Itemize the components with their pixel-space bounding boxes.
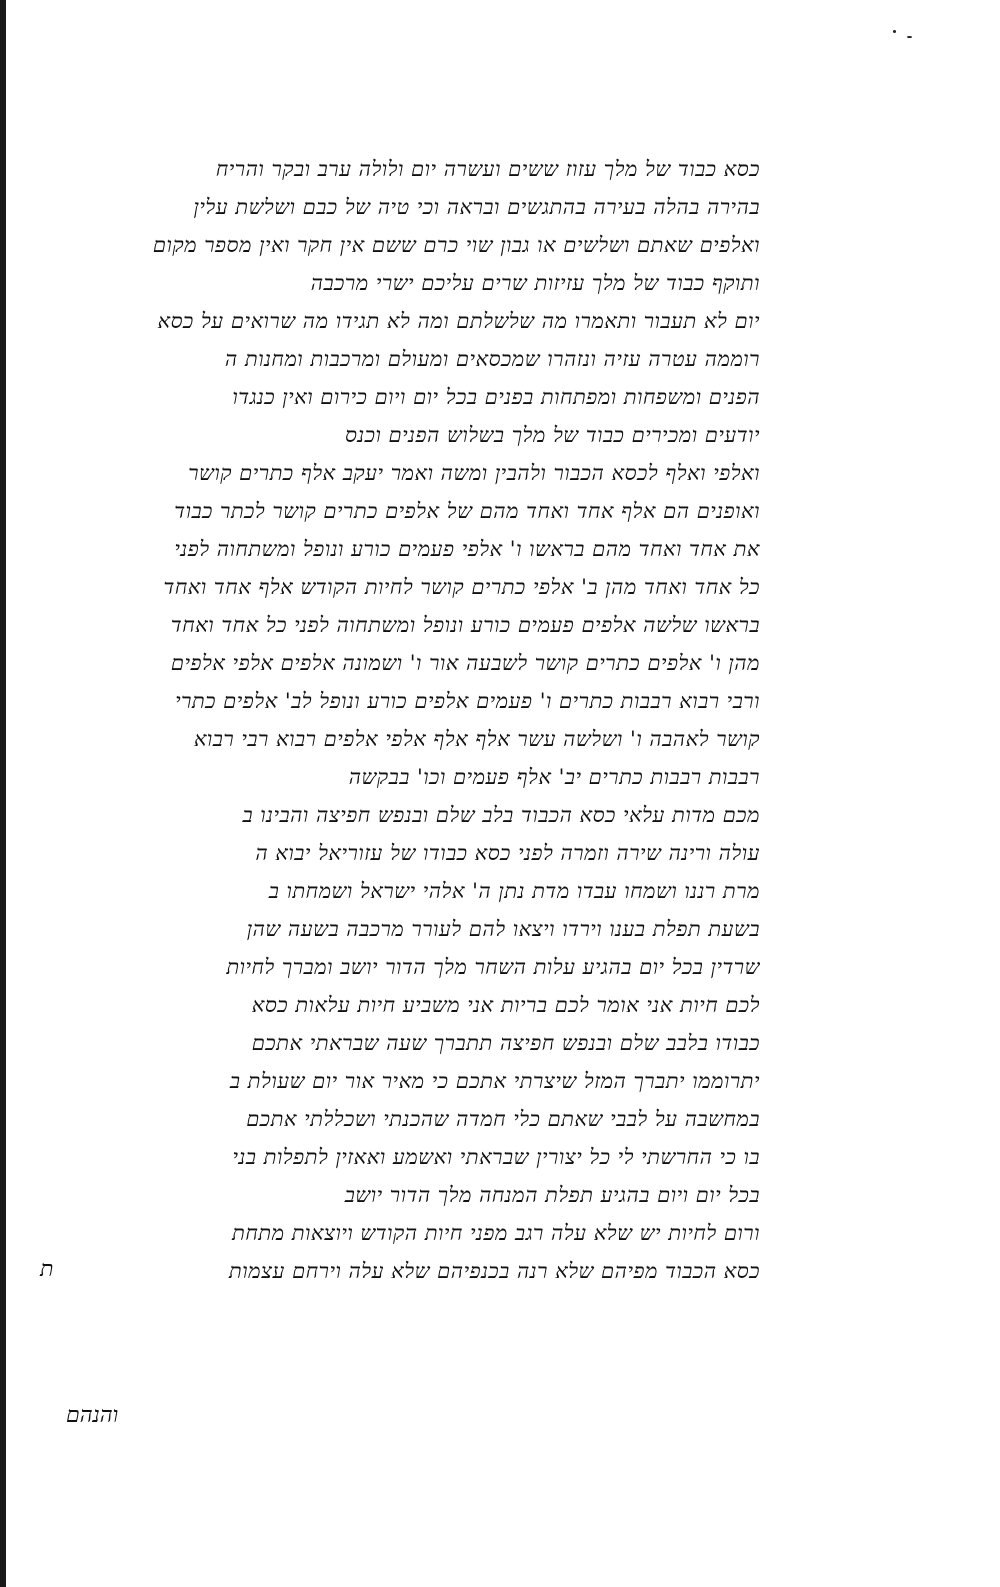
manuscript-text-block (60, 150, 760, 1290)
text-line-13: בראשו שלשה אלפים פעמים כורע ונופל ומשתחוה לפני כל אחד ואחד (170, 613, 760, 637)
ink-speck (907, 36, 912, 38)
text-line-26: במחשבה על לבבי שאתם כלי חמדה שהכנתי ושכללתי אתכם (246, 1107, 760, 1131)
text-line-11: את אחד ואחד מהם בראשו ו' אלפי פעמים כורע ונופל ומשתחוה לפני (174, 537, 760, 561)
text-line-20: מרת רננו ושמחו עבדו מדת נתן ה' אלהי ישראל ושמחתו ב (268, 879, 760, 903)
page-left-edge (0, 0, 6, 1587)
text-line-3: ואלפים שאתם ושלשים או גבון שוי כרם ששם אין חקר ואין מספר מקום (152, 233, 760, 257)
text-line-24: כבודו בלבב שלם ובנפש חפיצה תתברך שעה שבראתי אתכם (251, 1031, 760, 1055)
text-line-28: בכל יום ויום בהגיע תפלת המנחה מלך הדור יושב (344, 1183, 760, 1207)
text-line-8: יודעים ומכירים כבוד של מלך בשלוש הפנים וכנס (344, 423, 760, 447)
text-line-22: שרדין בכל יום בהגיע עלות השחר מלך הדור יושב ומברך לחיות (226, 955, 760, 979)
text-line-15: ורבי רבוא רבבות כתרים ו' פעמים אלפים כורע ונופל לב' אלפים כתרי (175, 689, 760, 713)
text-line-16: קושר לאהבה ו' ושלשה עשר אלף אלף אלפי אלפים רבוא רבי רבוא (193, 727, 760, 751)
text-line-21: בשעת תפלת בענו וירדו ויצאו להם לעורר מרכבה בשעה שהן (246, 917, 760, 941)
text-line-19: עולה ורינה שירה וזמרה לפני כסא כבודו של עזוריאל יבוא ה (255, 841, 760, 865)
text-line-27: בו כי החרשתי לי כל יצורין שבראתי ואשמע ואאזין לתפלות בני (232, 1145, 760, 1169)
text-line-23: לכם חיות אני אומר לכם בריות אני משביע חיות עלאות כסא (251, 993, 760, 1017)
text-line-7: הפנים ומשפחות ומפתחות בפנים בכל יום ויום כירום ואין כנגדו (232, 385, 760, 409)
text-line-29: ורום לחיות יש שלא עלה רגב מפני חיות הקודש ויוצאות מתחת (232, 1221, 760, 1245)
text-line-1: כסא כבוד של מלך עזוז ששים ועשרה יום ולולה ערב ובקר והריח (215, 157, 760, 181)
text-line-9: ואלפי ואלף לכסא הכבור ולהבין ומשה ואמר יעקב אלף כתרים קושר (188, 461, 760, 485)
text-line-25: יתרוממו יתברך המזל שיצרתי אתכם כי מאיר אור יום שעולת ב (229, 1069, 760, 1093)
margin-mark: ת (40, 1257, 54, 1282)
text-line-12: כל אחד ואחד מהן ב' אלפי כתרים קושר לחיות הקודש אלף אחד ואחד (163, 575, 760, 599)
text-line-14: מהן ו' אלפים כתרים קושר לשבעה אור ו' ושמונה אלפים אלפי אלפים (170, 651, 760, 675)
text-line-10: ואופנים הם אלף אחד ואחד מהם של אלפים כתרים קושר לכתר כבוד (174, 499, 760, 523)
text-line-5: יום לא תעבור ותאמרו מה שלשלתם ומה לא תגידו מה שרואים על כסא (157, 309, 760, 333)
text-line-6: רוממה עטרה עזיה ונזהרו שמכסאים ומעולם ומרכבות ומחנות ה (224, 347, 760, 371)
ink-speck (893, 30, 896, 33)
text-line-30: כסא הכבוד מפיהם שלא רנה בכנפיהם שלא עלה וירחם עצמות (228, 1259, 760, 1283)
text-line-17: רבבות רבבות כתרים יב' אלף פעמים וכו' בבקשה (348, 765, 760, 789)
catchword: והנהם (66, 1403, 119, 1428)
text-line-18: מכם מדות עלאי כסא הכבוד בלב שלם ובנפש חפיצה והבינו ב (242, 803, 760, 827)
text-line-4: ותוקף כבוד של מלך עזיזות שרים עליכם ישרי מרכבה (310, 271, 760, 295)
text-line-2: בהירה בהלה בעירה בהתגשים ובראה וכי טיה של כבם ושלשת עלין (193, 195, 760, 219)
